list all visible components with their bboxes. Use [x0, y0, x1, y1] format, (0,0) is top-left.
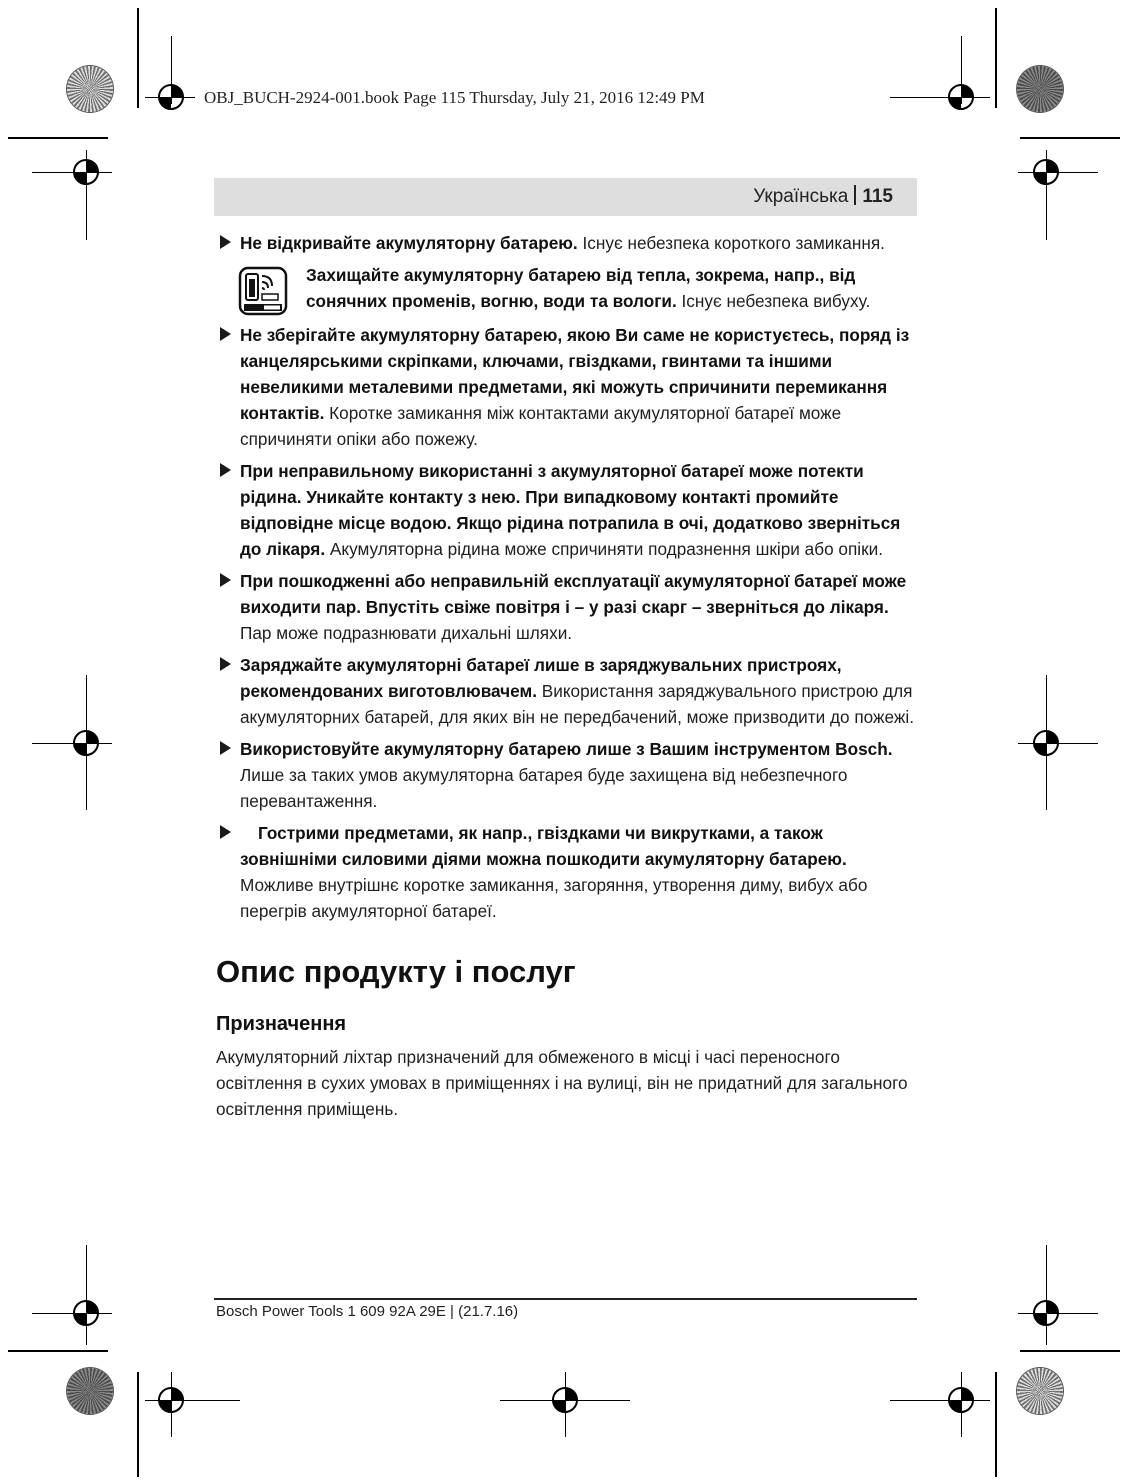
bullet-triangle-icon: [220, 235, 231, 249]
footer-rule: [214, 1298, 917, 1300]
registration-mark-icon: [66, 1293, 106, 1333]
registration-mark-icon: [1026, 723, 1066, 763]
warning-bold: При неправильному використанні з акумуляторної батареї може потекти рідина. Уникайте контакту з нею. При випадковому контакті промийте відповідне місце водою. Якщо рідина потрапила в очі, додатково зверніться до лікаря.: [240, 461, 901, 559]
warning-text: Можливе внутрішнє коротке замикання, загоряння, утворення диму, вибух або перегрів акумуляторної батареї.: [240, 875, 868, 921]
warning-text: Використання заряджувального пристрою для акумуляторних батарей, для яких він не передбачений, може призводити до пожежі.: [240, 681, 914, 727]
warning-text: Акумуляторна рідина може спричиняти подразнення шкіри або опіки.: [325, 539, 883, 559]
registration-mark-icon: [1026, 1293, 1066, 1333]
heat-protection-icon: [238, 266, 288, 316]
warning-bold: При пошкодженні або неправильній експлуатації акумуляторної батареї може виходити пар. Впустіть свіже повітря і – у разі скарг – зверніться до лікаря.: [240, 571, 907, 617]
warning-item: [216, 568, 918, 646]
header-separator: [854, 185, 856, 205]
warning-text: Існує небезпека короткого замикання.: [577, 233, 885, 253]
bullet-triangle-icon: [220, 463, 231, 477]
warning-text: Коротке замикання між контактами акумуляторної батареї може спричиняти опіки або пожежу.: [240, 403, 842, 449]
page-header: [214, 178, 917, 216]
page-content: [216, 230, 918, 1122]
warning-item: [216, 230, 918, 256]
section-subtitle: Призначення: [216, 1013, 347, 1035]
warning-item: [216, 736, 918, 814]
warning-item: [216, 262, 918, 316]
warning-text: Існує небезпека вибуху.: [676, 291, 871, 311]
warning-item: [216, 322, 918, 452]
registration-mark-icon: [941, 77, 981, 117]
bullet-triangle-icon: [220, 741, 231, 755]
warning-item: [216, 458, 918, 562]
footer-text: Bosch Power Tools 1 609 92A 29E | (21.7.16): [216, 1303, 519, 1320]
registration-mark-icon: [941, 1380, 981, 1420]
warning-item: [216, 652, 918, 730]
calibration-disc-icon: [1017, 66, 1063, 112]
header-label: [753, 185, 893, 208]
section-title: Опис продукту і послуг: [216, 954, 576, 989]
warning-bold: Не відкривайте акумуляторну батарею.: [240, 233, 578, 253]
calibration-disc-icon: [67, 1368, 113, 1414]
bullet-triangle-icon: [220, 327, 231, 341]
header-language: Українська: [753, 186, 849, 207]
registration-mark-icon: [66, 152, 106, 192]
warning-bold: Заряджайте акумуляторні батареї лише в заряджувальних пристроях, рекомендованих виготовлювачем.: [240, 655, 842, 701]
page-number: 115: [862, 186, 893, 207]
section-paragraph: Акумуляторний ліхтар призначений для обмеженого в місці і часі переносного освітлення в сухих умовах в приміщеннях і на вулиці, він не придатний для загального освітлення приміщень.: [216, 1047, 908, 1119]
calibration-disc-icon: [1017, 1368, 1063, 1414]
calibration-disc-icon: [67, 66, 113, 112]
warning-bold: Використовуйте акумуляторну батарею лише з Вашим інструментом Bosch.: [240, 739, 893, 759]
warning-bold: Захищайте акумуляторну батарею від тепла, зокрема, напр., від сонячних променів, вогню, води та вологи.: [306, 265, 856, 311]
warning-text: Пар може подразнювати дихальні шляхи.: [240, 623, 573, 643]
registration-mark-icon: [151, 77, 191, 117]
warning-text: Лише за таких умов акумуляторна батарея буде захищена від небезпечного перевантаження.: [240, 765, 848, 811]
registration-mark-icon: [1026, 152, 1066, 192]
print-slug: OBJ_BUCH-2924-001.book Page 115 Thursday, July 21, 2016 12:49 PM: [204, 88, 705, 107]
bullet-triangle-icon: [220, 657, 231, 671]
warning-bold: Не зберігайте акумуляторну батарею, якою Ви саме не користуєтесь, поряд із канцелярськими скріпками, ключами, гвіздками, гвинтами та іншими невеликими металевими предметами, які можуть спричинити перемикання контактів.: [240, 325, 910, 423]
warning-item: [216, 820, 918, 924]
bullet-triangle-icon: [220, 573, 231, 587]
bullet-triangle-icon: [220, 825, 231, 839]
warning-bold: Гострими предметами, як напр., гвіздками чи викрутками, а також зовнішніми силовими діями можна пошкодити акумуляторну батарею.: [240, 823, 847, 869]
registration-mark-icon: [66, 723, 106, 763]
registration-mark-icon: [151, 1380, 191, 1420]
registration-mark-icon: [545, 1380, 585, 1420]
